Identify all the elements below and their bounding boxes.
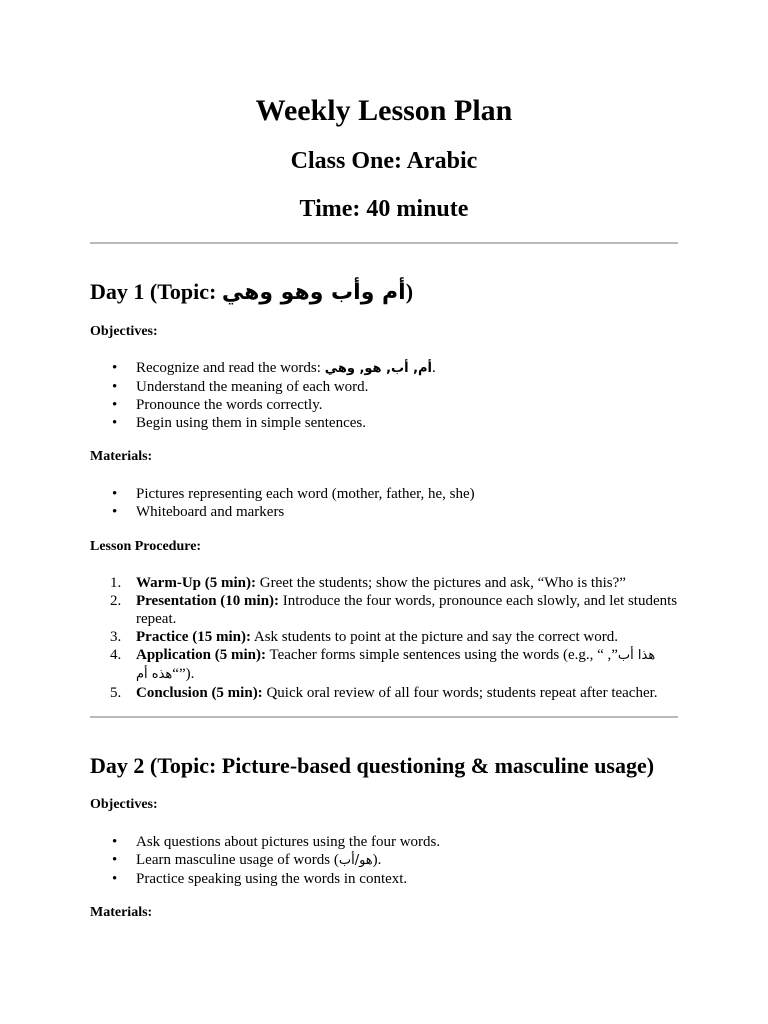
horizontal-rule [90, 716, 678, 718]
day1-materials-list [90, 485, 678, 521]
step-label: Practice (15 min): [136, 629, 251, 645]
day1-heading [90, 279, 413, 305]
list-item: • Understand the meaning of each word. [90, 378, 678, 396]
step-number: 2. [110, 593, 122, 609]
example-sentence-arabic: هذه أم [136, 667, 173, 682]
list-item: • Whiteboard and markers [90, 503, 678, 521]
objective-text: Recognize and read the words: [136, 360, 325, 376]
step-text: Teacher forms simple sentences using the words (e.g., “ ,” [266, 647, 618, 663]
step-number: 3. [110, 629, 122, 645]
day1-objectives-list [90, 359, 678, 432]
step-text: “”). [172, 666, 195, 682]
list-item [90, 628, 678, 646]
horizontal-rule [90, 242, 678, 244]
list-item [90, 646, 678, 684]
step-label: Conclusion (5 min): [136, 685, 263, 701]
day1-heading-arabic: أم وأب وهو وهي [221, 280, 406, 305]
step-label: Presentation (10 min): [136, 593, 280, 609]
day1-procedure-label: Lesson Procedure: [90, 539, 202, 554]
day1-heading-prefix: Day 1 (Topic: [90, 279, 222, 304]
day2-objectives-list [90, 833, 678, 888]
objective-text-suffix: ). [372, 852, 382, 868]
day1-materials-label: Materials: [90, 449, 153, 464]
list-item [90, 851, 678, 870]
day1-procedure-list [90, 574, 678, 702]
step-number: 4. [110, 647, 122, 663]
day2-heading: Day 2 (Topic: Picture-based questioning & masculine usage) [90, 753, 655, 778]
list-item: • Ask questions about pictures using the four words. [90, 833, 678, 851]
step-label: Application (5 min): [136, 647, 267, 663]
step-label: Warm-Up (5 min): [136, 575, 256, 591]
list-item [90, 592, 678, 628]
step-text: Ask students to point at the picture and say the correct word. [250, 629, 618, 645]
objective-arabic-words: هو/أب [338, 853, 373, 868]
list-item: • Practice speaking using the words in context. [90, 870, 678, 888]
example-sentence-arabic: هذا أب [617, 648, 656, 663]
day1-objectives-label: Objectives: [90, 324, 158, 339]
day2-materials-label: Materials: [90, 905, 153, 920]
page-title: Weekly Lesson Plan [255, 94, 513, 127]
time-subtitle: Time: 40 minute [299, 196, 469, 222]
day2-objectives-label: Objectives: [90, 797, 158, 812]
day1-heading-suffix: ) [405, 279, 414, 304]
list-item [90, 359, 678, 378]
list-item [90, 574, 678, 592]
step-number: 1. [110, 575, 122, 591]
list-item: • Pictures representing each word (mother, father, he, she) [90, 485, 678, 503]
objective-text: Learn masculine usage of words ( [136, 852, 339, 868]
list-item: • Pronounce the words correctly. [90, 396, 678, 414]
step-text: Introduce the four words, pronounce each slowly, and let students repeat. [136, 593, 678, 627]
class-subtitle: Class One: Arabic [290, 148, 478, 174]
step-text: Greet the students; show the pictures and ask, “Who is this?” [256, 575, 626, 591]
objective-text-suffix: . [432, 360, 436, 376]
list-item [90, 684, 678, 702]
step-number: 5. [110, 685, 122, 701]
list-item: • Begin using them in simple sentences. [90, 414, 678, 432]
step-text: Quick oral review of all four words; students repeat after teacher. [262, 685, 658, 701]
objective-arabic-words: أم, أب, هو, وهي [324, 361, 432, 376]
